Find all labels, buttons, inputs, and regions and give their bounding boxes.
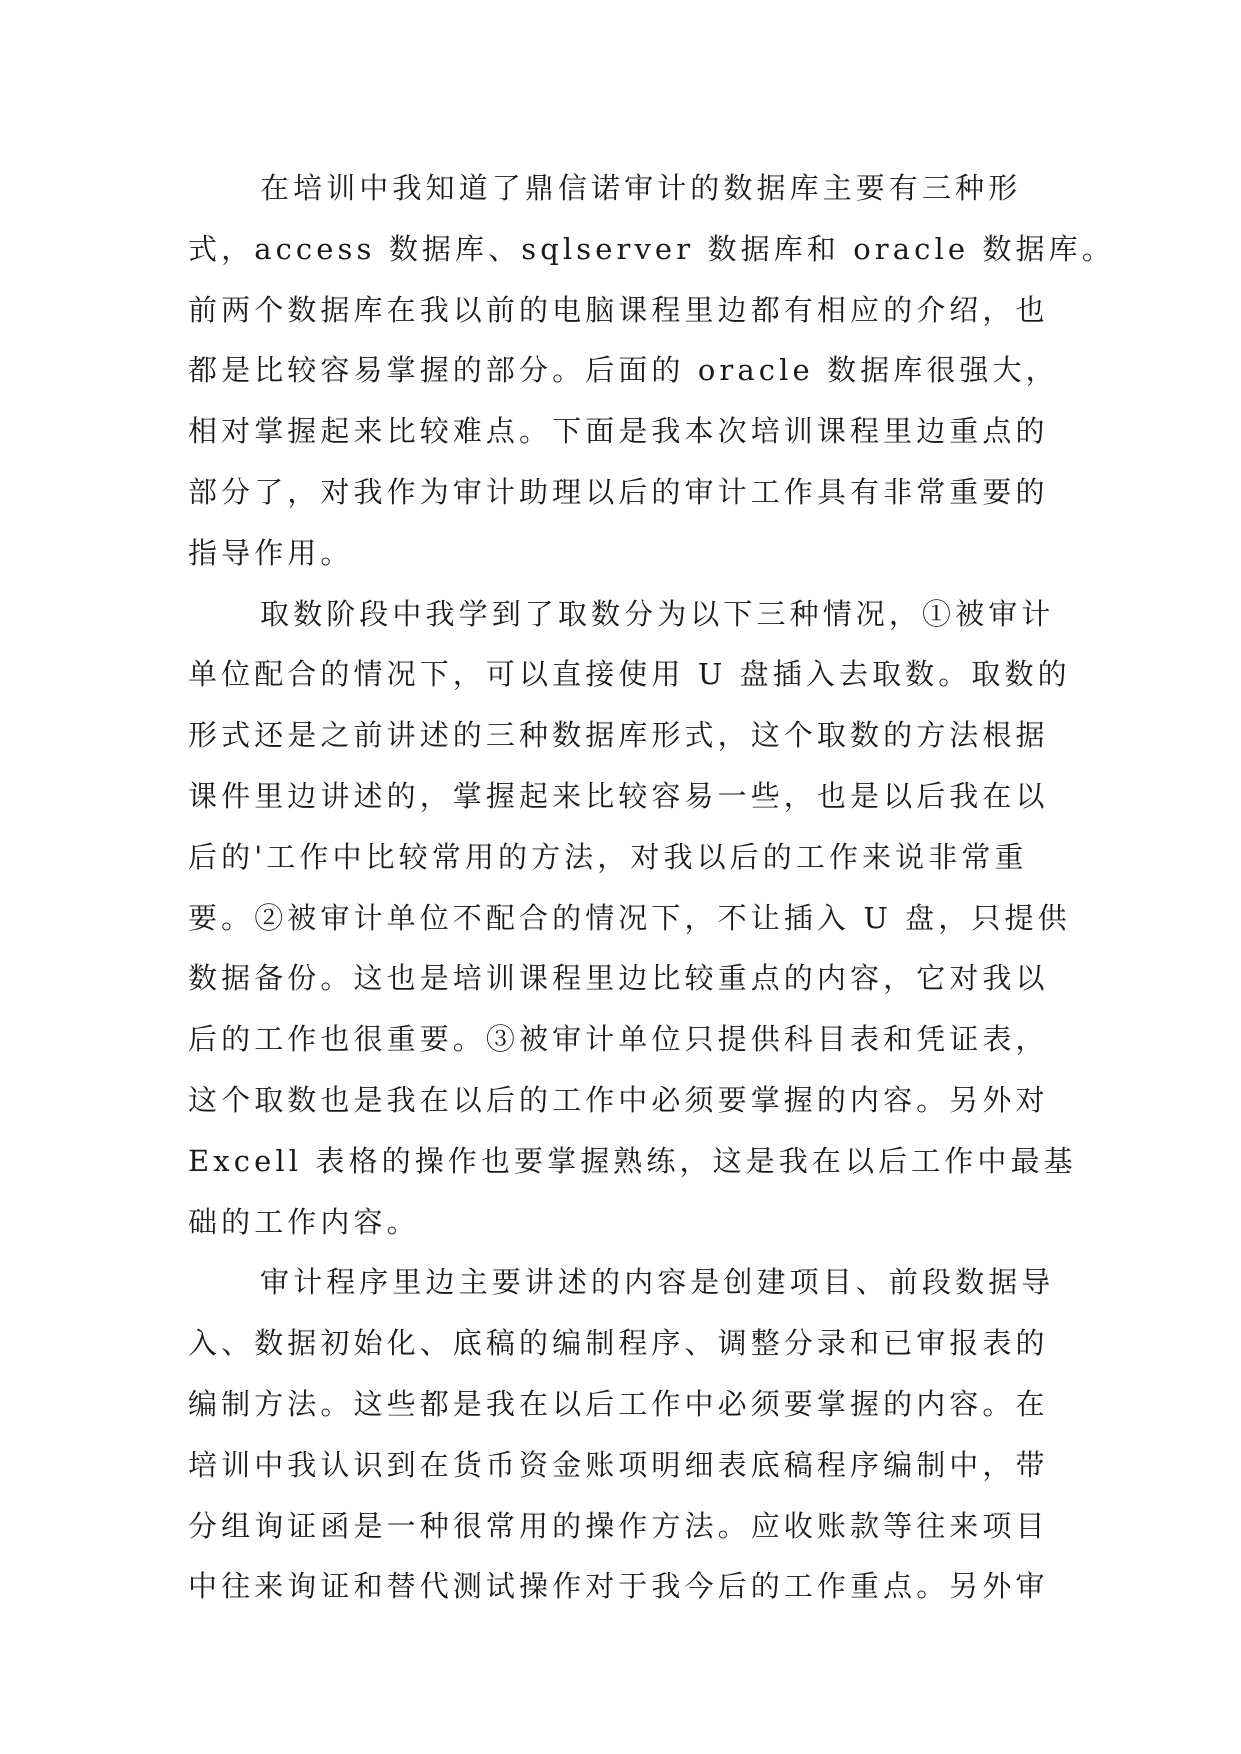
paragraph-2-line-2: 单位配合的情况下，可以直接使用 U 盘插入去取数。取数的: [188, 657, 1071, 692]
paragraph-3-line-6: 中往来询证和替代测试操作对于我今后的工作重点。另外审: [188, 1569, 1049, 1604]
paragraph-2-line-3: 形式还是之前讲述的三种数据库形式，这个取数的方法根据: [188, 718, 1049, 753]
paragraph-2-line-8: 后的工作也很重要。③被审计单位只提供科目表和凭证表，: [188, 1022, 1049, 1057]
paragraph-1-line-2: 式，access 数据库、sqlserver 数据库和 oracle 数据库。: [188, 231, 1115, 266]
paragraph-2-line-5: 后的'工作中比较常用的方法，对我以后的工作来说非常重: [188, 839, 1028, 874]
paragraph-2-line-10: Excell 表格的操作也要掌握熟练，这是我在以后工作中最基: [188, 1143, 1077, 1178]
paragraph-1-line-6: 部分了，对我作为审计助理以后的审计工作具有非常重要的: [188, 474, 1049, 509]
paragraph-2-line-11: 础的工作内容。: [188, 1204, 420, 1239]
body-text: [188, 158, 1115, 1617]
paragraph-1-line-4: 都是比较容易掌握的部分。后面的 oracle 数据库很强大，: [188, 353, 1059, 388]
paragraph-3-line-5: 分组询证函是一种很常用的操作方法。应收账款等往来项目: [188, 1508, 1049, 1543]
paragraph-1-line-7: 指导作用。: [188, 535, 354, 570]
paragraph-2-line-7: 数据备份。这也是培训课程里边比较重点的内容，它对我以: [188, 961, 1049, 996]
paragraph-2-line-9: 这个取数也是我在以后的工作中必须要掌握的内容。另外对: [188, 1082, 1049, 1117]
paragraph-1-line-3: 前两个数据库在我以前的电脑课程里边都有相应的介绍，也: [188, 292, 1049, 327]
paragraph-1-line-1: 在培训中我知道了鼎信诺审计的数据库主要有三种形: [260, 171, 1022, 205]
paragraph-3-line-3: 编制方法。这些都是我在以后工作中必须要掌握的内容。在: [188, 1386, 1049, 1421]
paragraph-2-line-1: 取数阶段中我学到了取数分为以下三种情况，①被审计: [260, 596, 1055, 631]
paragraph-2-line-6: 要。②被审计单位不配合的情况下，不让插入 U 盘，只提供: [188, 900, 1071, 935]
paragraph-2-line-4: 课件里边讲述的，掌握起来比较容易一些，也是以后我在以: [188, 778, 1049, 813]
paragraph-3-line-4: 培训中我认识到在货币资金账项明细表底稿程序编制中，带: [188, 1447, 1049, 1482]
paragraph-3-line-1: 审计程序里边主要讲述的内容是创建项目、前段数据导: [260, 1265, 1055, 1300]
paragraph-3-line-2: 入、数据初始化、底稿的编制程序、调整分录和已审报表的: [188, 1326, 1049, 1361]
paragraph-1-line-5: 相对掌握起来比较难点。下面是我本次培训课程里边重点的: [188, 414, 1049, 449]
